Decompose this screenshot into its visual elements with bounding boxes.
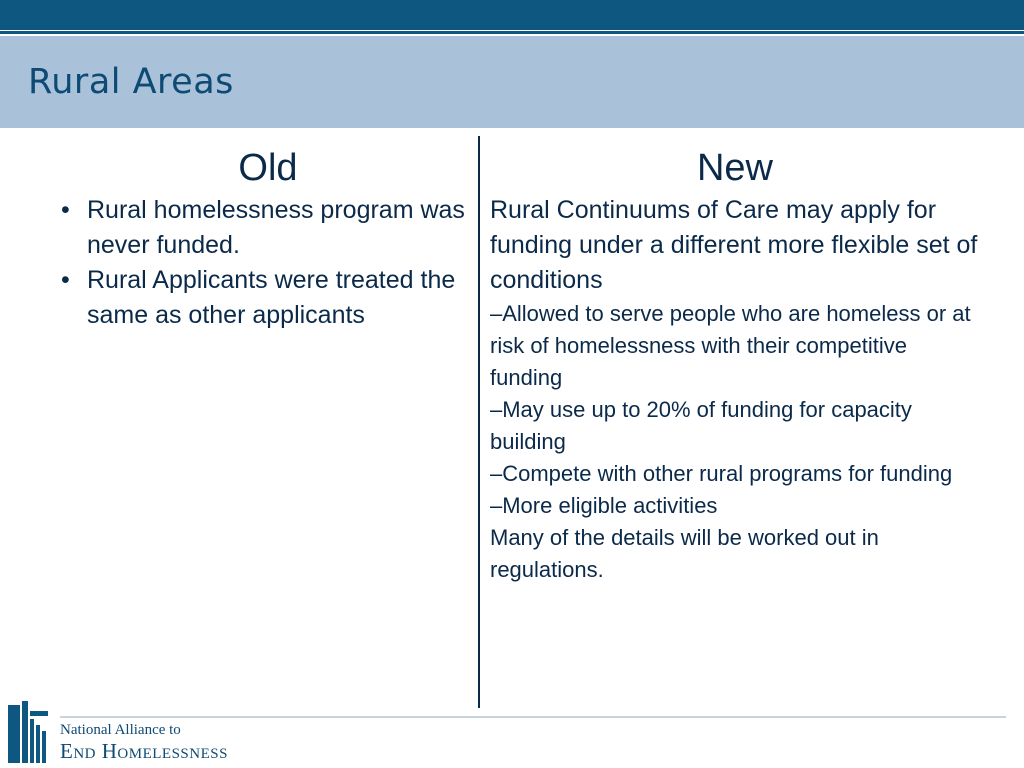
logo-text-line1: National Alliance to <box>60 722 181 738</box>
list-item-text: Rural homelessness program was never funded. <box>87 196 465 259</box>
column-divider <box>478 136 480 708</box>
new-intro-text: Rural Continuums of Care may apply for funding under a different more flexible set of conditions <box>490 196 978 294</box>
new-sub-item: –Allowed to serve people who are homeless or at risk of homelessness with their competitive funding <box>490 301 971 390</box>
old-bullet-list <box>58 193 468 333</box>
house-logo-icon <box>8 701 48 763</box>
logo-text-line2: End Homelessness <box>60 739 228 763</box>
bullet-icon: • <box>61 196 70 224</box>
old-column <box>58 146 468 333</box>
header-bar <box>0 0 1024 30</box>
new-closing-text: Many of the details will be worked out in regulations. <box>490 525 879 582</box>
list-item <box>58 193 468 263</box>
new-sub-item: –May use up to 20% of funding for capacity building <box>490 397 912 454</box>
new-sub-item: –Compete with other rural programs for funding <box>490 461 953 486</box>
bullet-icon: • <box>61 266 70 294</box>
new-sub-item: –More eligible activities <box>490 493 718 518</box>
new-column <box>490 146 980 586</box>
list-item <box>58 263 468 333</box>
new-column-heading: New <box>696 147 774 189</box>
slide-title: Rural Areas <box>28 62 234 102</box>
new-column-body <box>490 193 980 586</box>
header-rule <box>0 31 1024 34</box>
organization-logo <box>8 701 248 765</box>
old-column-heading: Old <box>238 147 298 189</box>
list-item-text: Rural Applicants were treated the same as other applicants <box>87 266 456 329</box>
